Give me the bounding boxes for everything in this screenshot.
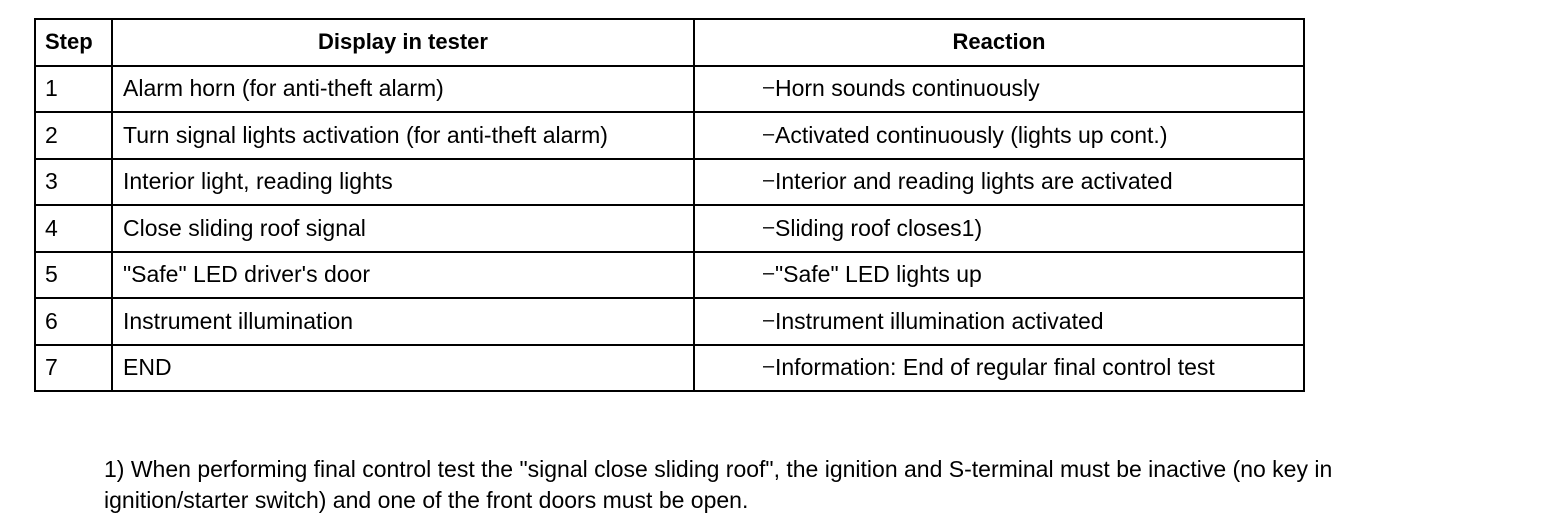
reaction-cell bbox=[694, 159, 1304, 206]
table-row bbox=[35, 345, 1304, 392]
reaction-cell bbox=[694, 66, 1304, 113]
header-display: Display in tester bbox=[112, 19, 694, 66]
reaction-cell bbox=[694, 298, 1304, 345]
table-row bbox=[35, 66, 1304, 113]
table-row bbox=[35, 159, 1304, 206]
step-number: 4 bbox=[35, 205, 112, 252]
reaction-cell bbox=[694, 252, 1304, 299]
footnote-line-1: 1) When performing final control test the "signal close sliding roof", the ignition and S-terminal must be inactive (no key in bbox=[104, 456, 1333, 482]
reaction-cell bbox=[694, 112, 1304, 159]
reaction-text: Horn sounds continuously bbox=[775, 75, 1040, 102]
header-reaction: Reaction bbox=[694, 19, 1304, 66]
display-text: Alarm horn (for anti-theft alarm) bbox=[112, 66, 694, 113]
dash-bullet: – bbox=[763, 308, 775, 331]
table-row bbox=[35, 298, 1304, 345]
table-row bbox=[35, 252, 1304, 299]
step-number: 3 bbox=[35, 159, 112, 206]
reaction-cell bbox=[694, 205, 1304, 252]
step-number: 7 bbox=[35, 345, 112, 392]
footnote-line-2: ignition/starter switch) and one of the front doors must be open. bbox=[104, 487, 749, 513]
final-control-test-table bbox=[34, 18, 1305, 392]
reaction-cell bbox=[694, 345, 1304, 392]
step-number: 2 bbox=[35, 112, 112, 159]
reaction-text: Instrument illumination activated bbox=[775, 307, 1104, 334]
display-text: Interior light, reading lights bbox=[112, 159, 694, 206]
reaction-text: Activated continuously (lights up cont.) bbox=[775, 121, 1168, 148]
reaction-text: Interior and reading lights are activated bbox=[775, 168, 1173, 195]
reaction-text: Information: End of regular final control test bbox=[775, 354, 1215, 381]
display-text: Close sliding roof signal bbox=[112, 205, 694, 252]
reaction-text: Sliding roof closes1) bbox=[775, 214, 983, 241]
dash-bullet: – bbox=[763, 76, 775, 99]
table-row bbox=[35, 205, 1304, 252]
step-number: 6 bbox=[35, 298, 112, 345]
dash-bullet: – bbox=[763, 215, 775, 238]
dash-bullet: – bbox=[763, 355, 775, 378]
table-row bbox=[35, 112, 1304, 159]
footnote bbox=[104, 454, 1544, 516]
reaction-text: "Safe" LED lights up bbox=[775, 261, 982, 288]
display-text: "Safe" LED driver's door bbox=[112, 252, 694, 299]
display-text: END bbox=[112, 345, 694, 392]
step-number: 1 bbox=[35, 66, 112, 113]
display-text: Instrument illumination bbox=[112, 298, 694, 345]
dash-bullet: – bbox=[763, 122, 775, 145]
step-number: 5 bbox=[35, 252, 112, 299]
dash-bullet: – bbox=[763, 169, 775, 192]
dash-bullet: – bbox=[763, 262, 775, 285]
table-header-row bbox=[35, 19, 1304, 66]
display-text: Turn signal lights activation (for anti-theft alarm) bbox=[112, 112, 694, 159]
header-step: Step bbox=[35, 19, 112, 66]
